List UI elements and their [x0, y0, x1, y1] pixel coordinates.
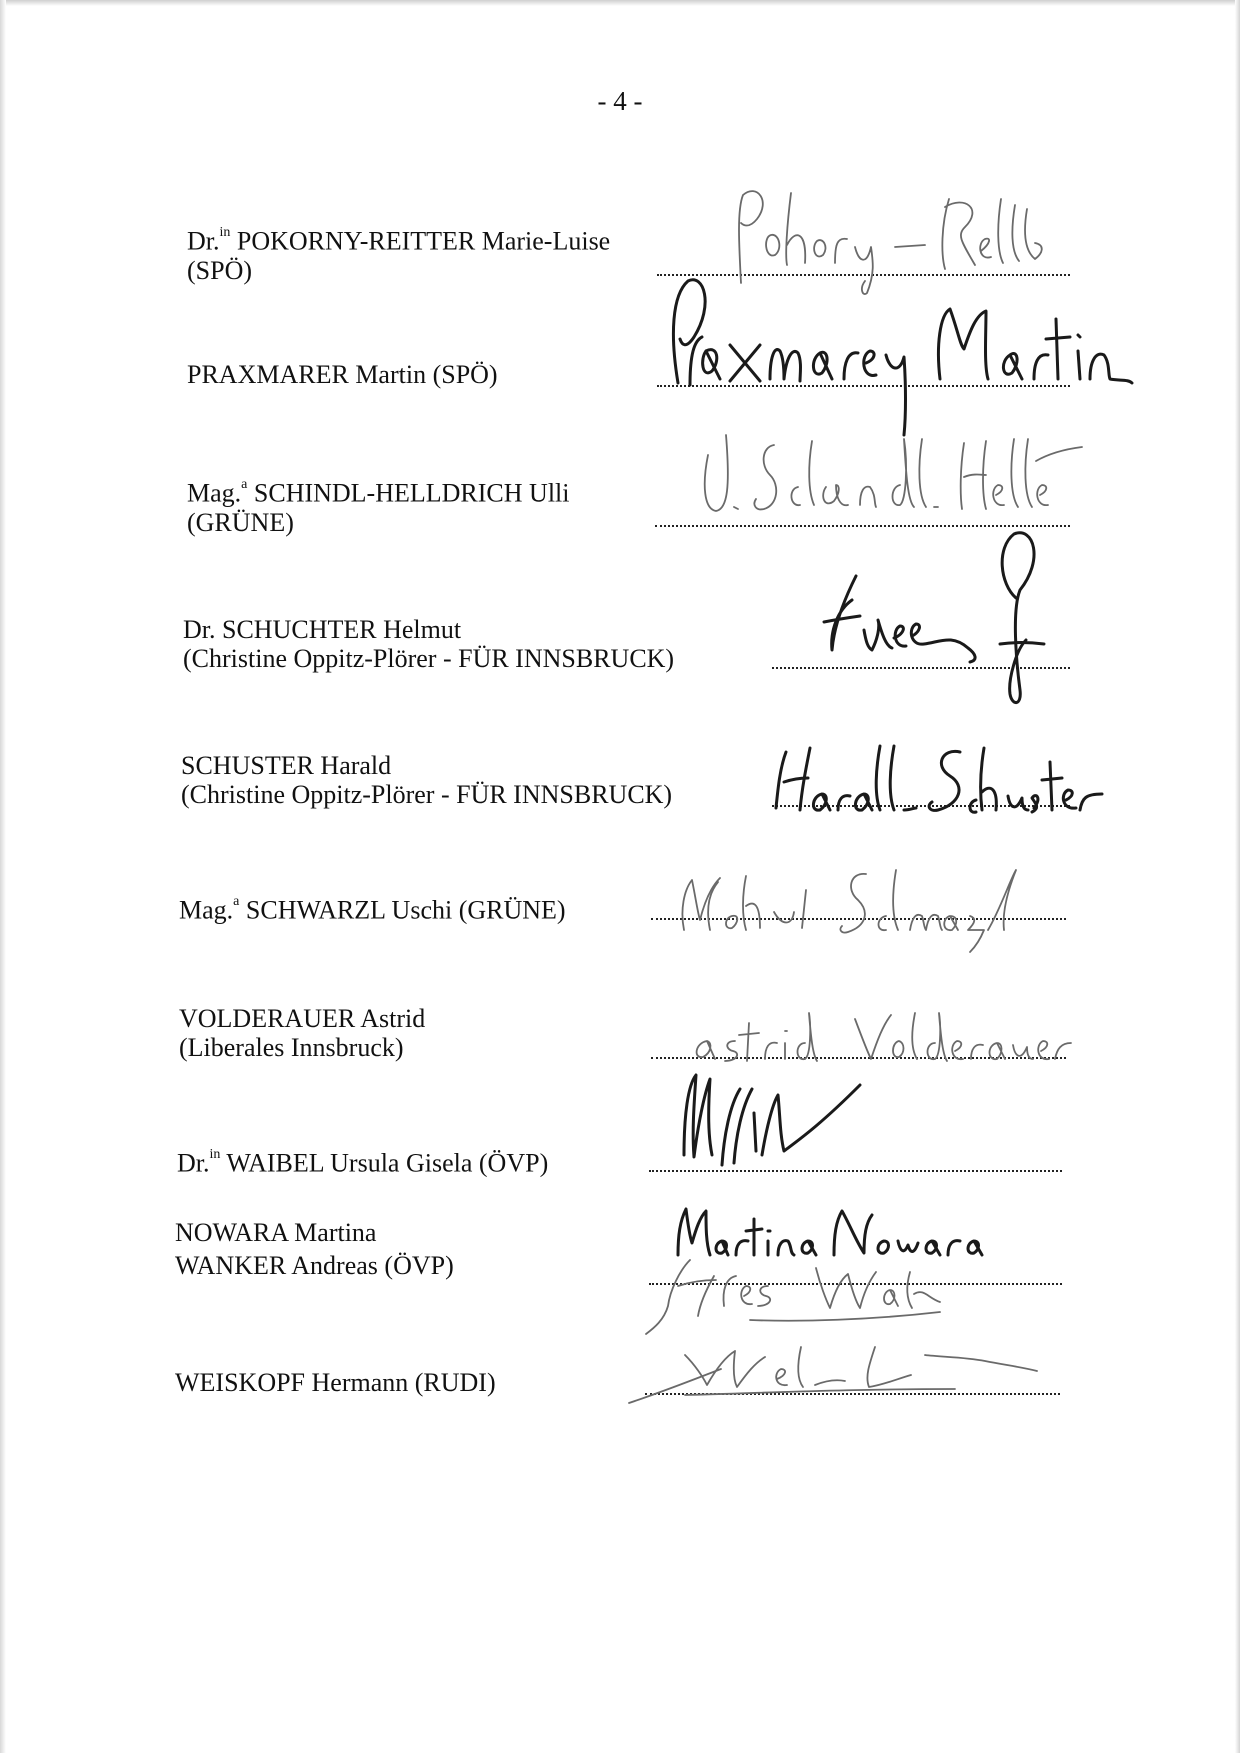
signatory-entry: [175, 1218, 454, 1280]
signatory-entry: [183, 615, 674, 673]
signature-wanker: [640, 1250, 1005, 1340]
signature-weiskopf: [625, 1335, 1055, 1405]
signature-schindl-helldrich: [700, 425, 1085, 525]
signatory-name: WEISKOPF Hermann (RUDI): [175, 1368, 496, 1397]
signature-waibel: [670, 1055, 870, 1175]
signatory-entry: [175, 1368, 496, 1397]
signatory-party: (Christine Oppitz-Plörer - FÜR INNSBRUCK): [183, 644, 675, 673]
scan-edge-top: [0, 0, 1240, 6]
signatory-party: (SPÖ): [187, 255, 253, 285]
page-number: - 4 -: [597, 86, 643, 116]
signatory-name: SCHUSTER Harald: [181, 751, 392, 780]
scan-edge-left: [0, 0, 6, 1753]
signatory-entry: [187, 222, 610, 285]
signatory-name: Dr.$^{in}$ WAIBEL Ursula Gisela (ÖVP): [177, 1147, 549, 1178]
signatory-entry: [179, 891, 566, 925]
signature-praxmarer: [660, 275, 1135, 445]
signature-schuchter: [820, 530, 1085, 710]
signatory-entry: [181, 751, 672, 809]
signatory-party: (Christine Oppitz-Plörer - FÜR INNSBRUCK): [181, 780, 673, 809]
signatory-name: VOLDERAUER Astrid: [179, 1004, 426, 1033]
signature-schwarzl: [670, 860, 1070, 955]
signatory-party: (GRÜNE): [187, 507, 294, 537]
signatory-name: WANKER Andreas (ÖVP): [175, 1251, 454, 1280]
signatory-party: (Liberales Innsbruck): [179, 1033, 404, 1062]
signatory-entry: [187, 474, 569, 537]
signatory-name: Dr. SCHUCHTER Helmut: [183, 615, 462, 644]
signatory-entry: [187, 360, 498, 389]
signatory-name: Dr.$^{in}$ POKORNY-REITTER Marie-Luise: [187, 225, 611, 256]
signatory-name: NOWARA Martina: [175, 1218, 377, 1247]
signatory-name: PRAXMARER Martin (SPÖ): [187, 360, 498, 389]
signatory-name: Mag.$^a$ SCHINDL-HELLDRICH Ulli: [187, 477, 570, 508]
scan-edge-right: [1235, 0, 1240, 1753]
signatory-name: Mag.$^a$ SCHWARZL Uschi (GRÜNE): [179, 894, 566, 925]
signatory-entry: [179, 1004, 425, 1062]
signatory-entry: [177, 1144, 548, 1178]
signature-schuster: [770, 738, 1105, 828]
signature-line: [655, 525, 1070, 527]
